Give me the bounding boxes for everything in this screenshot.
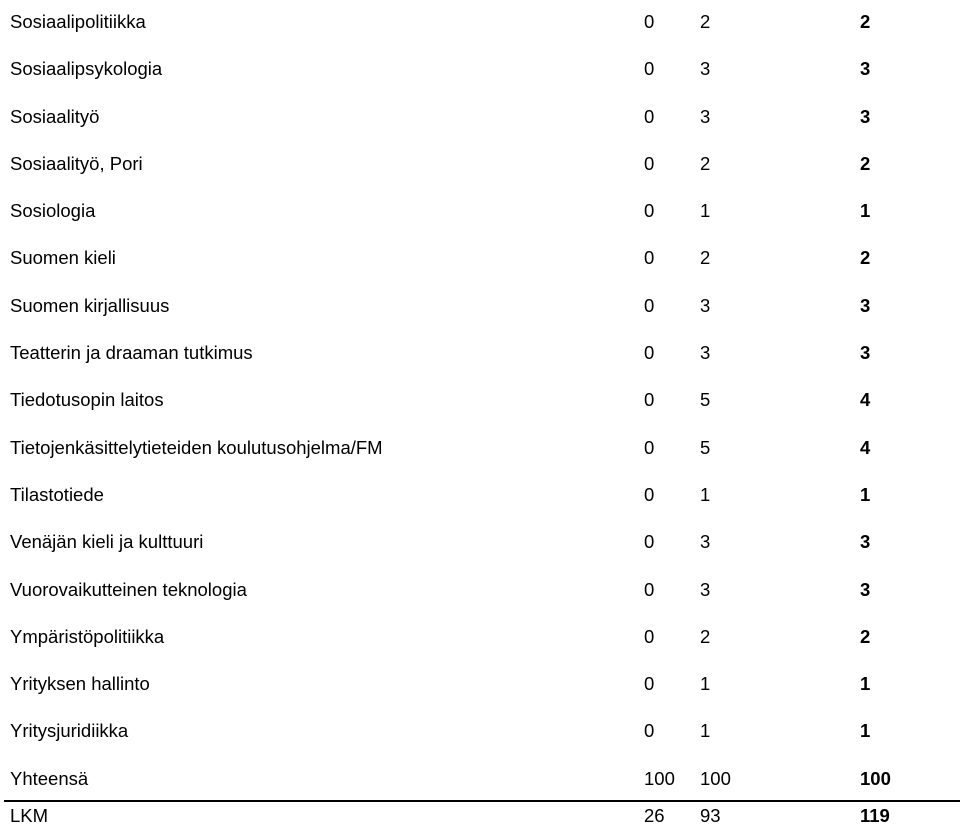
row-label: Sosiologia bbox=[10, 200, 96, 222]
total-row-value-a: 100 bbox=[644, 767, 675, 789]
row-label: Tietojenkäsittelytieteiden koulutusohjelma/FM bbox=[10, 436, 383, 458]
row-total: 2 bbox=[860, 247, 871, 269]
row-value-a: 0 bbox=[644, 152, 655, 174]
row-total: 3 bbox=[860, 531, 871, 553]
row-value-b: 1 bbox=[700, 483, 711, 505]
row-value-b: 3 bbox=[700, 294, 711, 316]
row-value-b: 2 bbox=[700, 152, 711, 174]
row-label: Yrityksen hallinto bbox=[10, 673, 150, 695]
row-value-b: 2 bbox=[700, 247, 711, 269]
total-row-total: 100 bbox=[860, 767, 891, 789]
row-label: Tilastotiede bbox=[10, 483, 104, 505]
table-divider bbox=[4, 800, 960, 802]
row-total: 1 bbox=[860, 720, 871, 742]
lkm-value-a: 26 bbox=[644, 805, 665, 826]
row-label: Vuorovaikutteinen teknologia bbox=[10, 578, 247, 600]
row-label: Yritysjuridiikka bbox=[10, 720, 129, 742]
row-value-a: 0 bbox=[644, 578, 655, 600]
row-value-a: 0 bbox=[644, 483, 655, 505]
row-value-b: 3 bbox=[700, 531, 711, 553]
total-row-label: Yhteensä bbox=[10, 767, 89, 789]
row-label: Teatterin ja draaman tutkimus bbox=[10, 342, 253, 364]
row-total: 2 bbox=[860, 625, 871, 647]
row-value-b: 3 bbox=[700, 58, 711, 80]
row-value-b: 2 bbox=[700, 625, 711, 647]
row-value-b: 5 bbox=[700, 436, 711, 458]
row-total: 4 bbox=[860, 436, 871, 458]
row-total: 3 bbox=[860, 342, 871, 364]
lkm-total: 119 bbox=[860, 805, 890, 826]
row-total: 3 bbox=[860, 105, 871, 127]
row-value-a: 0 bbox=[644, 531, 655, 553]
row-label: Tiedotusopin laitos bbox=[10, 389, 164, 411]
row-value-b: 3 bbox=[700, 105, 711, 127]
row-total: 1 bbox=[860, 200, 871, 222]
row-label: Ympäristöpolitiikka bbox=[10, 625, 165, 647]
row-value-b: 2 bbox=[700, 11, 711, 32]
row-value-a: 0 bbox=[644, 342, 655, 364]
row-label: Sosiaalipolitiikka bbox=[10, 11, 146, 32]
row-value-a: 0 bbox=[644, 11, 655, 32]
row-value-a: 0 bbox=[644, 200, 655, 222]
table-row bbox=[0, 58, 960, 110]
row-value-a: 0 bbox=[644, 720, 655, 742]
row-label: Sosiaalityö bbox=[10, 105, 100, 127]
row-total: 1 bbox=[860, 673, 871, 695]
lkm-row bbox=[0, 804, 960, 826]
row-total: 3 bbox=[860, 58, 871, 80]
row-total: 4 bbox=[860, 389, 871, 411]
row-label: Suomen kieli bbox=[10, 247, 116, 269]
row-label: Venäjän kieli ja kulttuuri bbox=[10, 531, 204, 553]
row-value-b: 1 bbox=[700, 720, 711, 742]
row-value-a: 0 bbox=[644, 436, 655, 458]
lkm-label: LKM bbox=[10, 805, 49, 826]
row-label: Sosiaalityö, Pori bbox=[10, 152, 143, 174]
row-value-a: 0 bbox=[644, 58, 655, 80]
table-row bbox=[0, 673, 960, 725]
row-label: Suomen kirjallisuus bbox=[10, 294, 170, 316]
row-value-b: 1 bbox=[700, 673, 711, 695]
row-value-b: 5 bbox=[700, 389, 711, 411]
table-row bbox=[0, 152, 960, 205]
table-row bbox=[0, 200, 960, 252]
table-row bbox=[0, 105, 960, 158]
lkm-value-b: 93 bbox=[700, 805, 721, 826]
row-label: Sosiaalipsykologia bbox=[10, 58, 163, 80]
row-value-b: 3 bbox=[700, 342, 711, 364]
row-total: 3 bbox=[860, 578, 871, 600]
row-value-a: 0 bbox=[644, 625, 655, 647]
row-value-b: 1 bbox=[700, 200, 711, 222]
row-value-b: 3 bbox=[700, 578, 711, 600]
row-total: 1 bbox=[860, 483, 871, 505]
total-row-value-b: 100 bbox=[700, 767, 731, 789]
row-total: 2 bbox=[860, 152, 871, 174]
row-value-a: 0 bbox=[644, 105, 655, 127]
row-total: 3 bbox=[860, 294, 871, 316]
row-value-a: 0 bbox=[644, 389, 655, 411]
row-value-a: 0 bbox=[644, 247, 655, 269]
row-total: 2 bbox=[860, 11, 871, 32]
table-row bbox=[0, 720, 960, 772]
table-row bbox=[0, 436, 960, 489]
row-value-a: 0 bbox=[644, 294, 655, 316]
row-value-a: 0 bbox=[644, 673, 655, 695]
